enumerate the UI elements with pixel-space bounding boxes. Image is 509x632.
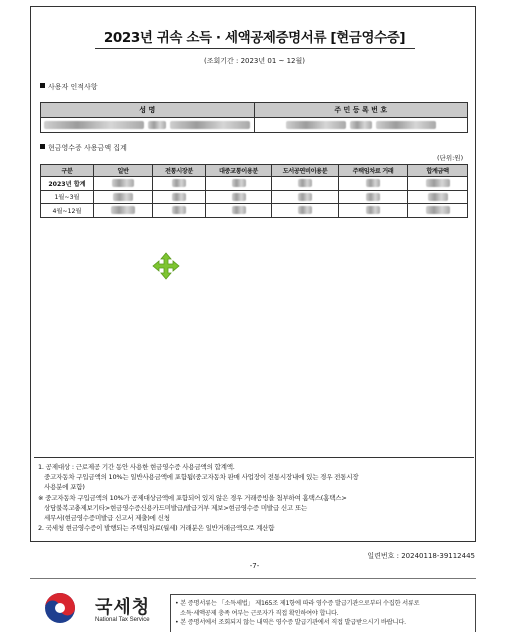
- redaction-blur: [298, 179, 312, 187]
- redaction-blur: [172, 179, 186, 187]
- cell-redacted: [339, 177, 408, 191]
- redaction-blur: [113, 193, 133, 201]
- col-housing-rent: 주택임차료 거래: [339, 165, 408, 177]
- table-row: [41, 204, 468, 218]
- redaction-blur: [111, 206, 135, 214]
- nts-logo-text: 국세청: [95, 597, 151, 618]
- row-label: 2023년 합계: [41, 177, 94, 191]
- square-bullet-icon: [40, 144, 45, 149]
- footer-line: • 본 증명서류는 「소득세법」 제165조 제1항에 따라 영수증 발급기관으로부터 수집한 서류로: [175, 600, 420, 607]
- note-line: 상담불복고충제보기타>현금영수증신용카드미발급/발급거부 제보>현금영수증 미발급 신고 또는: [44, 503, 308, 512]
- redaction-blur: [112, 179, 134, 187]
- serial-number: 일련번호 : 20240118-39112445: [367, 552, 475, 560]
- note-line: 사용분에 포함): [44, 483, 85, 492]
- redaction-blur: [172, 206, 186, 214]
- user-info-heading: [40, 82, 98, 92]
- table-row: [41, 177, 468, 191]
- title-underline: [95, 48, 415, 49]
- row-label: 4월~12월: [41, 204, 94, 218]
- redaction-blur: [148, 121, 166, 129]
- cell-redacted: [94, 177, 153, 191]
- cell-redacted: [206, 204, 272, 218]
- redaction-blur: [286, 121, 346, 129]
- move-cursor-icon[interactable]: [152, 252, 180, 280]
- redaction-blur: [298, 193, 312, 201]
- unit-label: (단위:원): [437, 154, 464, 162]
- note-line: 2. 국세청 현금영수증이 발행되는 주택임차료(월세) 거래분은 일반거래금액으로 계산함: [38, 524, 275, 533]
- redaction-blur: [44, 121, 144, 129]
- cell-redacted: [153, 177, 206, 191]
- summary-header-row: [41, 165, 468, 177]
- note-line: 중고자동차 구입금액의 10%는 일반사용금액에 포함됨(중고자동차 판매 사업장이 전통시장내에 있는 경우 전통시장: [44, 473, 359, 482]
- header-name: 성 명: [41, 103, 255, 118]
- footer-line: 소득·세액공제 충족 여부는 근로자가 직접 확인하여야 합니다.: [180, 609, 339, 617]
- col-general: 일반: [94, 165, 153, 177]
- summary-heading-label: 현금영수증 사용금액 집계: [48, 144, 127, 152]
- redaction-blur: [298, 206, 312, 214]
- cell-redacted: [94, 190, 153, 204]
- resident-number-redacted: [254, 118, 468, 133]
- footer-notice-box: [170, 594, 476, 632]
- redaction-blur: [366, 179, 380, 187]
- logo-center: [55, 603, 65, 613]
- usage-summary-table: [40, 164, 468, 218]
- redaction-blur: [172, 193, 186, 201]
- col-total-amount: 합계금액: [408, 165, 468, 177]
- cell-redacted: [339, 190, 408, 204]
- header-resident-number: 주 민 등 록 번 호: [254, 103, 468, 118]
- page-number: -7-: [249, 562, 260, 570]
- redaction-blur: [170, 121, 250, 129]
- user-info-table: [40, 102, 468, 133]
- cell-redacted: [272, 204, 339, 218]
- cell-redacted: [408, 204, 468, 218]
- user-info-heading-label: 사용자 인적사항: [48, 83, 98, 91]
- redaction-blur: [366, 193, 380, 201]
- cell-redacted: [94, 204, 153, 218]
- nts-logo-subtitle: National Tax Service: [95, 617, 150, 623]
- redaction-blur: [366, 206, 380, 214]
- inquiry-period: (조회기간 : 2023년 01 ~ 12월): [203, 57, 305, 65]
- redaction-blur: [232, 179, 246, 187]
- redaction-blur: [232, 193, 246, 201]
- square-bullet-icon: [40, 83, 45, 88]
- cell-redacted: [339, 204, 408, 218]
- user-info-value-row: [41, 118, 468, 133]
- table-row: [41, 190, 468, 204]
- cell-redacted: [153, 190, 206, 204]
- cell-redacted: [206, 177, 272, 191]
- col-category: 구분: [41, 165, 94, 177]
- col-books-performances: 도서공연비이용분: [272, 165, 339, 177]
- col-public-transport: 대중교통이용분: [206, 165, 272, 177]
- redaction-blur: [376, 121, 436, 129]
- col-traditional-market: 전통시장분: [153, 165, 206, 177]
- note-line: 1. 공제대상 : 근로제공 기간 동안 사용한 현금영수증 사용금액의 합계액.: [38, 463, 235, 471]
- cell-redacted: [153, 204, 206, 218]
- notes-box: [34, 457, 474, 541]
- cell-redacted: [206, 190, 272, 204]
- move-arrows-shape: [153, 253, 179, 279]
- redaction-blur: [350, 121, 372, 129]
- cell-redacted: [272, 190, 339, 204]
- redaction-blur: [426, 206, 450, 214]
- row-label: 1월~3월: [41, 190, 94, 204]
- note-line: 세무서(현금영수증미발급 신고서 제출)에 신청: [44, 514, 170, 523]
- nts-logo-icon: [42, 591, 78, 625]
- note-line: ※ 중고자동차 구입금액의 10%가 공제대상금액에 포함되어 있지 않은 경우 거래증빙을 첨부하여 홈택스(홈택스>: [38, 493, 347, 502]
- redaction-blur: [426, 179, 450, 187]
- cell-redacted: [408, 177, 468, 191]
- footer-line: • 본 증명서에서 조회되지 않는 내역은 영수증 발급기관에서 직접 발급받으시기 바랍니다.: [175, 619, 406, 626]
- footer-divider: [30, 578, 476, 579]
- redaction-blur: [232, 206, 246, 214]
- cell-redacted: [272, 177, 339, 191]
- redaction-blur: [428, 193, 448, 201]
- cell-redacted: [408, 190, 468, 204]
- summary-heading: [40, 143, 127, 153]
- user-info-header-row: [41, 103, 468, 118]
- document-title: 2023년 귀속 소득 · 세액공제증명서류 [현금영수증]: [103, 30, 406, 46]
- user-name-redacted: [41, 118, 255, 133]
